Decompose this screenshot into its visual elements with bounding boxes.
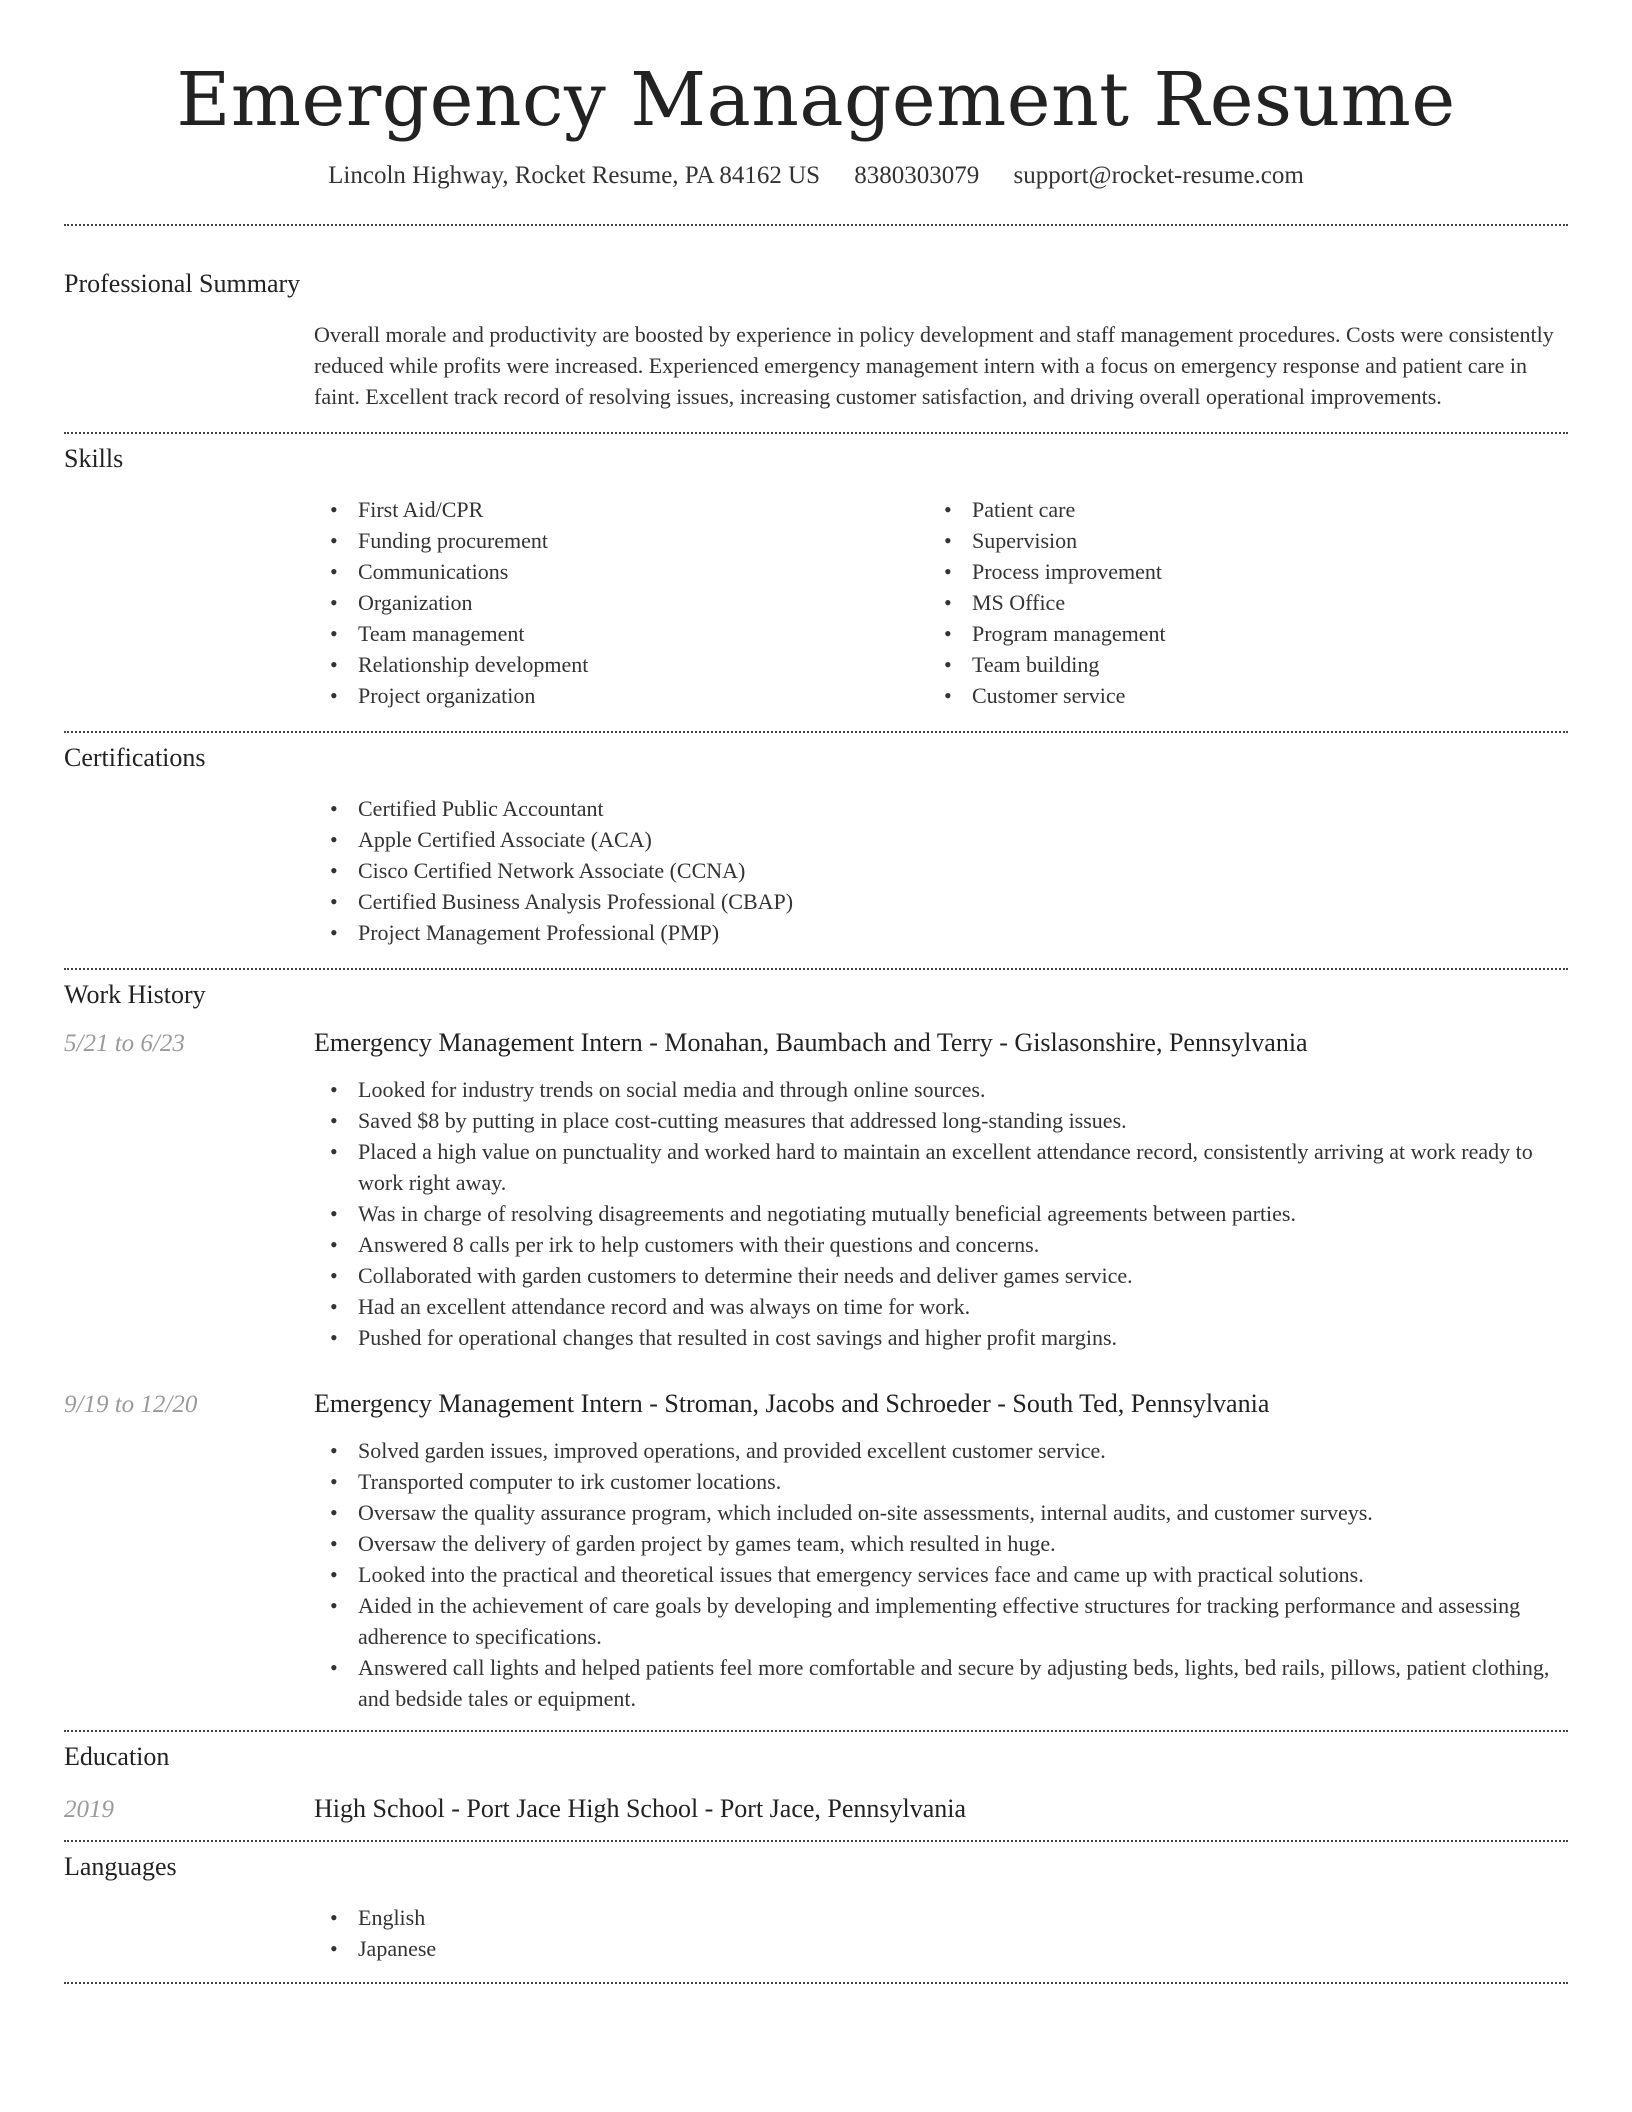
job-bullet: • Oversaw the delivery of garden project by games team, which resulted in huge. xyxy=(314,1528,1568,1559)
education-year: 2019 xyxy=(64,1796,114,1823)
languages-list xyxy=(314,1902,1568,1964)
job-entry xyxy=(64,1028,1568,1353)
section-divider xyxy=(64,731,1568,733)
certification-item: • Project Management Professional (PMP) xyxy=(314,917,1568,948)
job-bullet: • Looked into the practical and theoretical issues that emergency services face and came up with practical solutions. xyxy=(314,1559,1568,1590)
skill-item: • First Aid/CPR xyxy=(314,494,928,525)
section-divider xyxy=(64,1840,1568,1842)
job-bullets xyxy=(314,1074,1568,1353)
skill-item: • Team management xyxy=(314,618,928,649)
skill-item: • Process improvement xyxy=(928,556,1542,587)
skills-heading: Skills xyxy=(64,444,124,473)
certifications-list xyxy=(314,793,1568,948)
section-divider xyxy=(64,1982,1568,1984)
education-detail: High School - Port Jace High School - Port Jace, Pennsylvania xyxy=(314,1794,967,1823)
job-header xyxy=(64,1028,1568,1058)
summary-heading: Professional Summary xyxy=(64,269,301,298)
skills-column-left xyxy=(314,494,928,711)
skill-item: • Program management xyxy=(928,618,1542,649)
contact-address: Lincoln Highway, Rocket Resume, PA 84162 US xyxy=(328,162,821,189)
job-bullet: • Transported computer to irk customer locations. xyxy=(314,1466,1568,1497)
job-dates: 9/19 to 12/20 xyxy=(64,1391,198,1418)
job-bullet: • Had an excellent attendance record and was always on time for work. xyxy=(314,1291,1568,1322)
skill-item: • Organization xyxy=(314,587,928,618)
skill-item: • Communications xyxy=(314,556,928,587)
certification-item: • Certified Business Analysis Professional (CBAP) xyxy=(314,886,1568,917)
skill-item: • MS Office xyxy=(928,587,1542,618)
job-entry xyxy=(64,1389,1568,1714)
job-bullet: • Answered call lights and helped patients feel more comfortable and secure by adjusting beds, lights, bed rails, pillows, patient clothing, and bedside tales or equipment. xyxy=(314,1652,1568,1714)
job-bullet: • Solved garden issues, improved operations, and provided excellent customer service. xyxy=(314,1435,1568,1466)
job-bullet: • Pushed for operational changes that resulted in cost savings and higher profit margins. xyxy=(314,1322,1568,1353)
section-divider xyxy=(64,968,1568,970)
skills-column-right xyxy=(928,494,1542,711)
section-divider xyxy=(64,1730,1568,1732)
job-bullet: • Was in charge of resolving disagreements and negotiating mutually beneficial agreements between parties. xyxy=(314,1198,1568,1229)
skill-item: • Team building xyxy=(928,649,1542,680)
skill-item: • Customer service xyxy=(928,680,1542,711)
job-bullet: • Looked for industry trends on social media and through online sources. xyxy=(314,1074,1568,1105)
job-bullet: • Aided in the achievement of care goals by developing and implementing effective structures for tracking performance and assessing adherence to specifications. xyxy=(314,1590,1568,1652)
job-bullet: • Collaborated with garden customers to determine their needs and deliver games service. xyxy=(314,1260,1568,1291)
skill-item: • Supervision xyxy=(928,525,1542,556)
job-title: Emergency Management Intern - Stroman, Jacobs and Schroeder - South Ted, Pennsylvania xyxy=(314,1389,1270,1418)
section-divider xyxy=(64,224,1568,226)
section-divider xyxy=(64,432,1568,434)
job-bullet: • Saved $8 by putting in place cost-cutting measures that addressed long-standing issues. xyxy=(314,1105,1568,1136)
contact-email[interactable]: support@rocket-resume.com xyxy=(1013,162,1304,189)
skill-item: • Funding procurement xyxy=(314,525,928,556)
job-dates: 5/21 to 6/23 xyxy=(64,1030,185,1057)
skill-item: • Relationship development xyxy=(314,649,928,680)
job-bullet: • Placed a high value on punctuality and worked hard to maintain an excellent attendance record, consistently arriving at work ready to work right away. xyxy=(314,1136,1568,1198)
language-item: • English xyxy=(314,1902,1568,1933)
job-bullets xyxy=(314,1435,1568,1714)
certification-item: • Apple Certified Associate (ACA) xyxy=(314,824,1568,855)
certifications-heading: Certifications xyxy=(64,743,206,772)
languages-heading: Languages xyxy=(64,1852,177,1881)
work-history-list xyxy=(64,1028,1568,1714)
certification-item: • Cisco Certified Network Associate (CCNA) xyxy=(314,855,1568,886)
resume-page xyxy=(64,0,1568,1984)
resume-title: Emergency Management Resume xyxy=(176,57,1456,143)
skill-item: • Patient care xyxy=(928,494,1542,525)
job-header xyxy=(64,1389,1568,1419)
work-history-heading: Work History xyxy=(64,980,206,1009)
language-item: • Japanese xyxy=(314,1933,1568,1964)
education-entry xyxy=(64,1794,1568,1824)
contact-line xyxy=(64,162,1568,190)
skills-list xyxy=(314,494,1568,711)
job-bullet: • Oversaw the quality assurance program, which included on-site assessments, internal audits, and customer surveys. xyxy=(314,1497,1568,1528)
education-heading: Education xyxy=(64,1742,170,1771)
job-title: Emergency Management Intern - Monahan, Baumbach and Terry - Gislasonshire, Pennsylvania xyxy=(314,1028,1308,1057)
certification-item: • Certified Public Accountant xyxy=(314,793,1568,824)
summary-text: Overall morale and productivity are boosted by experience in policy development and staff management procedures. Costs were consistently reduced while profits were increased. Experienced emergency management intern with a focus on emergency response and patient care in faint. Excellent track record of resolving issues, increasing customer satisfaction, and driving overall operational improvements. xyxy=(314,322,1554,409)
skill-item: • Project organization xyxy=(314,680,928,711)
job-bullet: • Answered 8 calls per irk to help customers with their questions and concerns. xyxy=(314,1229,1568,1260)
contact-phone: 8380303079 xyxy=(854,162,980,189)
